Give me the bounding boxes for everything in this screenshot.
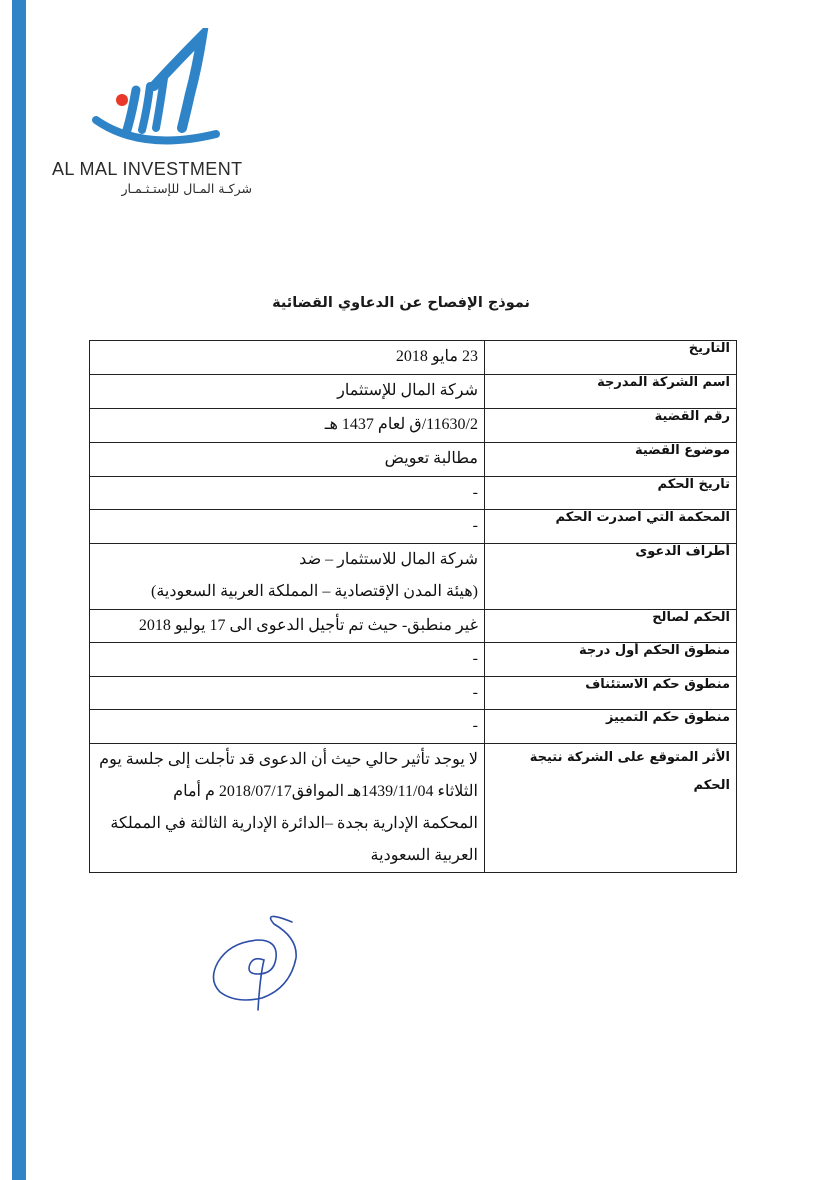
row-label: المحكمة التي اصدرت الحكم	[485, 510, 737, 544]
logo-mark-icon	[92, 28, 222, 153]
row-value: -	[90, 643, 485, 677]
row-value: 11630/2/ق لعام 1437 هـ	[90, 409, 485, 443]
row-label: رقم القضية	[485, 409, 737, 443]
row-value: 23 مايو 2018	[90, 341, 485, 375]
company-name-arabic: شركـة المـال للإستـثـمـار	[121, 181, 252, 196]
table-row	[90, 710, 737, 744]
company-name-english: AL MAL INVESTMENT	[52, 159, 243, 179]
row-value: شركة المال للإستثمار	[90, 375, 485, 409]
row-value: شركة المال للاستثمار – ضد (هيئة المدن الإقتصادية – المملكة العربية السعودية)	[90, 544, 485, 610]
row-value: -	[90, 677, 485, 710]
row-value: -	[90, 477, 485, 510]
row-label: منطوق الحكم أول درجة	[485, 643, 737, 677]
table-row	[90, 409, 737, 443]
row-value: مطالبة تعويض	[90, 443, 485, 477]
disclosure-table	[89, 340, 737, 873]
document-title: نموذج الإفصاح عن الدعاوي القضائية	[272, 295, 530, 311]
row-label: موضوع القضية	[485, 443, 737, 477]
row-label: الحكم لصالح	[485, 610, 737, 643]
row-label: التاريخ	[485, 341, 737, 375]
table-row	[90, 443, 737, 477]
table-row	[90, 375, 737, 409]
row-label: تاريخ الحكم	[485, 477, 737, 510]
table-row	[90, 544, 737, 610]
row-value: لا يوجد تأثير حالي حيث أن الدعوى قد تأجلت إلى جلسة يوم الثلاثاء 1439/11/04هـ الموافق2018/07/17 م أمام المحكمة الإدارية بجدة –الدائرة الإدارية الثالثة في المملكة العربية السعودية	[90, 744, 485, 873]
table-row	[90, 341, 737, 375]
row-label: أطراف الدعوى	[485, 544, 737, 610]
row-value: غير منطبق- حيث تم تأجيل الدعوى الى 17 يوليو 2018	[90, 610, 485, 643]
row-value: -	[90, 510, 485, 544]
table-row	[90, 477, 737, 510]
row-label: اسم الشركة المدرجة	[485, 375, 737, 409]
table-row	[90, 643, 737, 677]
table-row	[90, 610, 737, 643]
table-row	[90, 510, 737, 544]
signature-icon	[200, 900, 320, 1020]
row-label: منطوق حكم الاستئناف	[485, 677, 737, 710]
company-logo	[50, 28, 270, 203]
page-margin-bar	[12, 0, 26, 1180]
table-row	[90, 677, 737, 710]
row-value: -	[90, 710, 485, 744]
row-label: منطوق حكم التمييز	[485, 710, 737, 744]
table-row	[90, 744, 737, 873]
row-label: الأثر المتوقع على الشركة نتيجة الحكم	[485, 744, 737, 873]
